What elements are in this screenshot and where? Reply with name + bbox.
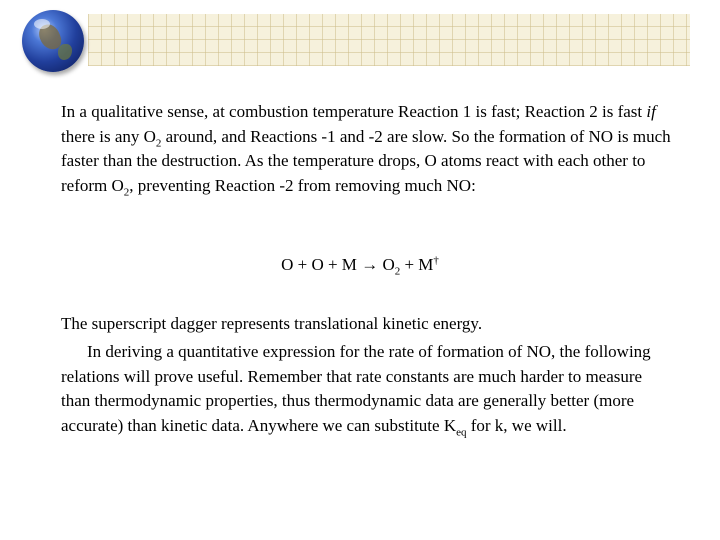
paragraph-dagger-note: The superscript dagger represents translational kinetic energy. (61, 314, 483, 333)
globe-icon (22, 10, 84, 72)
paragraph-derivation: In deriving a quantitative expression for the rate of formation of NO, the following relations will prove useful. Remember that rate constants are much harder to measure than thermodynamic properties, thus thermodynamic data are generally better (more accurate) than kinetic data. Anywhere we can substitute $K_{eq}$ for k, we will. (61, 342, 651, 438)
reaction-equation: $O + O + M \to O_2 + M^\dagger$ (281, 254, 439, 278)
arrow-icon: → (361, 255, 379, 274)
header-banner (88, 14, 690, 66)
paragraph-intro: In a qualitative sense, at combustion temperature Reaction 1 is fast; Reaction 2 is fast if there is any $O_2$ around, and Reactions -1 and -2 are slow. So the formation of NO is much faster than the destruction. As the temperature drops, O atoms react with each other to reform $O_2$, preventing Reaction -2 from removing much NO: (61, 102, 671, 198)
